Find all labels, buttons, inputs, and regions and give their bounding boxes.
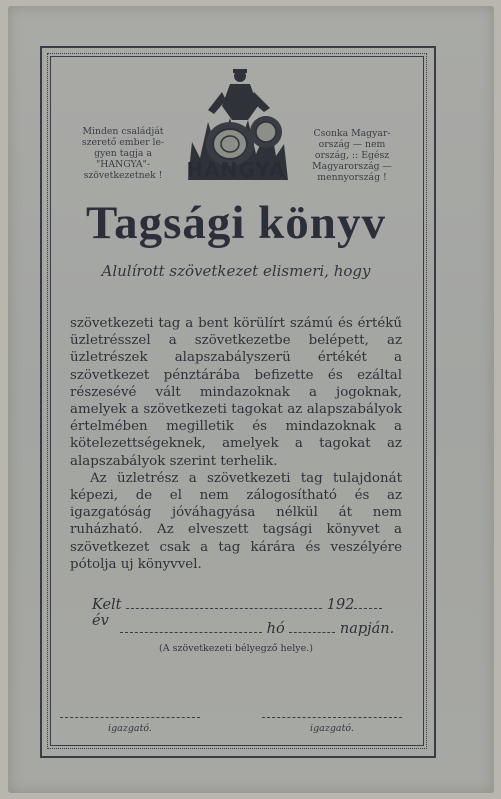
motto-left-line: gyen tagja a: [94, 148, 152, 159]
year-prefix: 192: [326, 597, 355, 613]
paragraph: Az üzletrész a szövetkezeti tag tulajdonát képezi, de el nem zálogosítható és az igazgatóság jóváhagyása nélkül át nem ruházható. Az elveszett tagsági könyvet a szövetkezet csak a tag kárára és veszélyére pótolja uj könyvvel.: [70, 470, 402, 572]
signature-label-right: igazgató.: [310, 723, 354, 734]
seal-note: (A szövetkezeti bélyegző helye.): [159, 643, 313, 654]
motto-right-line: mennyország !: [317, 172, 387, 183]
body-text: [70, 315, 402, 573]
motto-left-line: szerető ember le-: [81, 137, 165, 148]
motto-right-line: ország — nem: [318, 139, 386, 150]
motto-right-line: Csonka Magyar-: [313, 128, 391, 139]
signature-label-left: igazgató.: [108, 723, 152, 734]
page-title: Tagsági könyv: [86, 197, 386, 249]
year-field: [354, 598, 382, 609]
month-field: [120, 622, 262, 633]
signature-line-left: [60, 717, 200, 718]
subtitle: Alulírott szövetkezet elismeri, hogy: [101, 262, 371, 280]
ho-label: hó: [266, 621, 285, 637]
motto-left-line: "HANGYA"-: [95, 159, 151, 170]
motto-left-line: szövetkezetnek !: [83, 170, 163, 181]
day-field: [289, 622, 335, 633]
month-day-line: [120, 621, 402, 637]
place-field: [126, 598, 322, 609]
motto-right-line: ország, :: Egész: [314, 150, 390, 161]
ev-label: év: [92, 613, 109, 629]
brand-name: HANGYA: [186, 158, 286, 182]
kelt-label: Kelt: [92, 597, 122, 613]
paragraph: szövetkezeti tag a bent körülírt számú és értékű üzletrésszel a szövetkezetbe belépett, az üzletrészek alapszabályszerü értékét a szövetkezet pénztárába befizette és ezáltal részesévé vált mindazoknak a jogoknak, amelyek a szövetkezeti tagokat az alapszabályok értelmében megilletik és mindazoknak a kötelezettségeknek, amelyek a tagokat az alapszabályok szerint terhelik.: [70, 316, 402, 469]
motto-right: [306, 128, 398, 183]
signature-line-right: [262, 717, 402, 718]
napjan-label: napján.: [339, 621, 395, 637]
motto-left: [72, 126, 174, 181]
motto-right-line: Magyarország —: [312, 161, 392, 172]
motto-left-line: Minden családját: [82, 126, 164, 137]
